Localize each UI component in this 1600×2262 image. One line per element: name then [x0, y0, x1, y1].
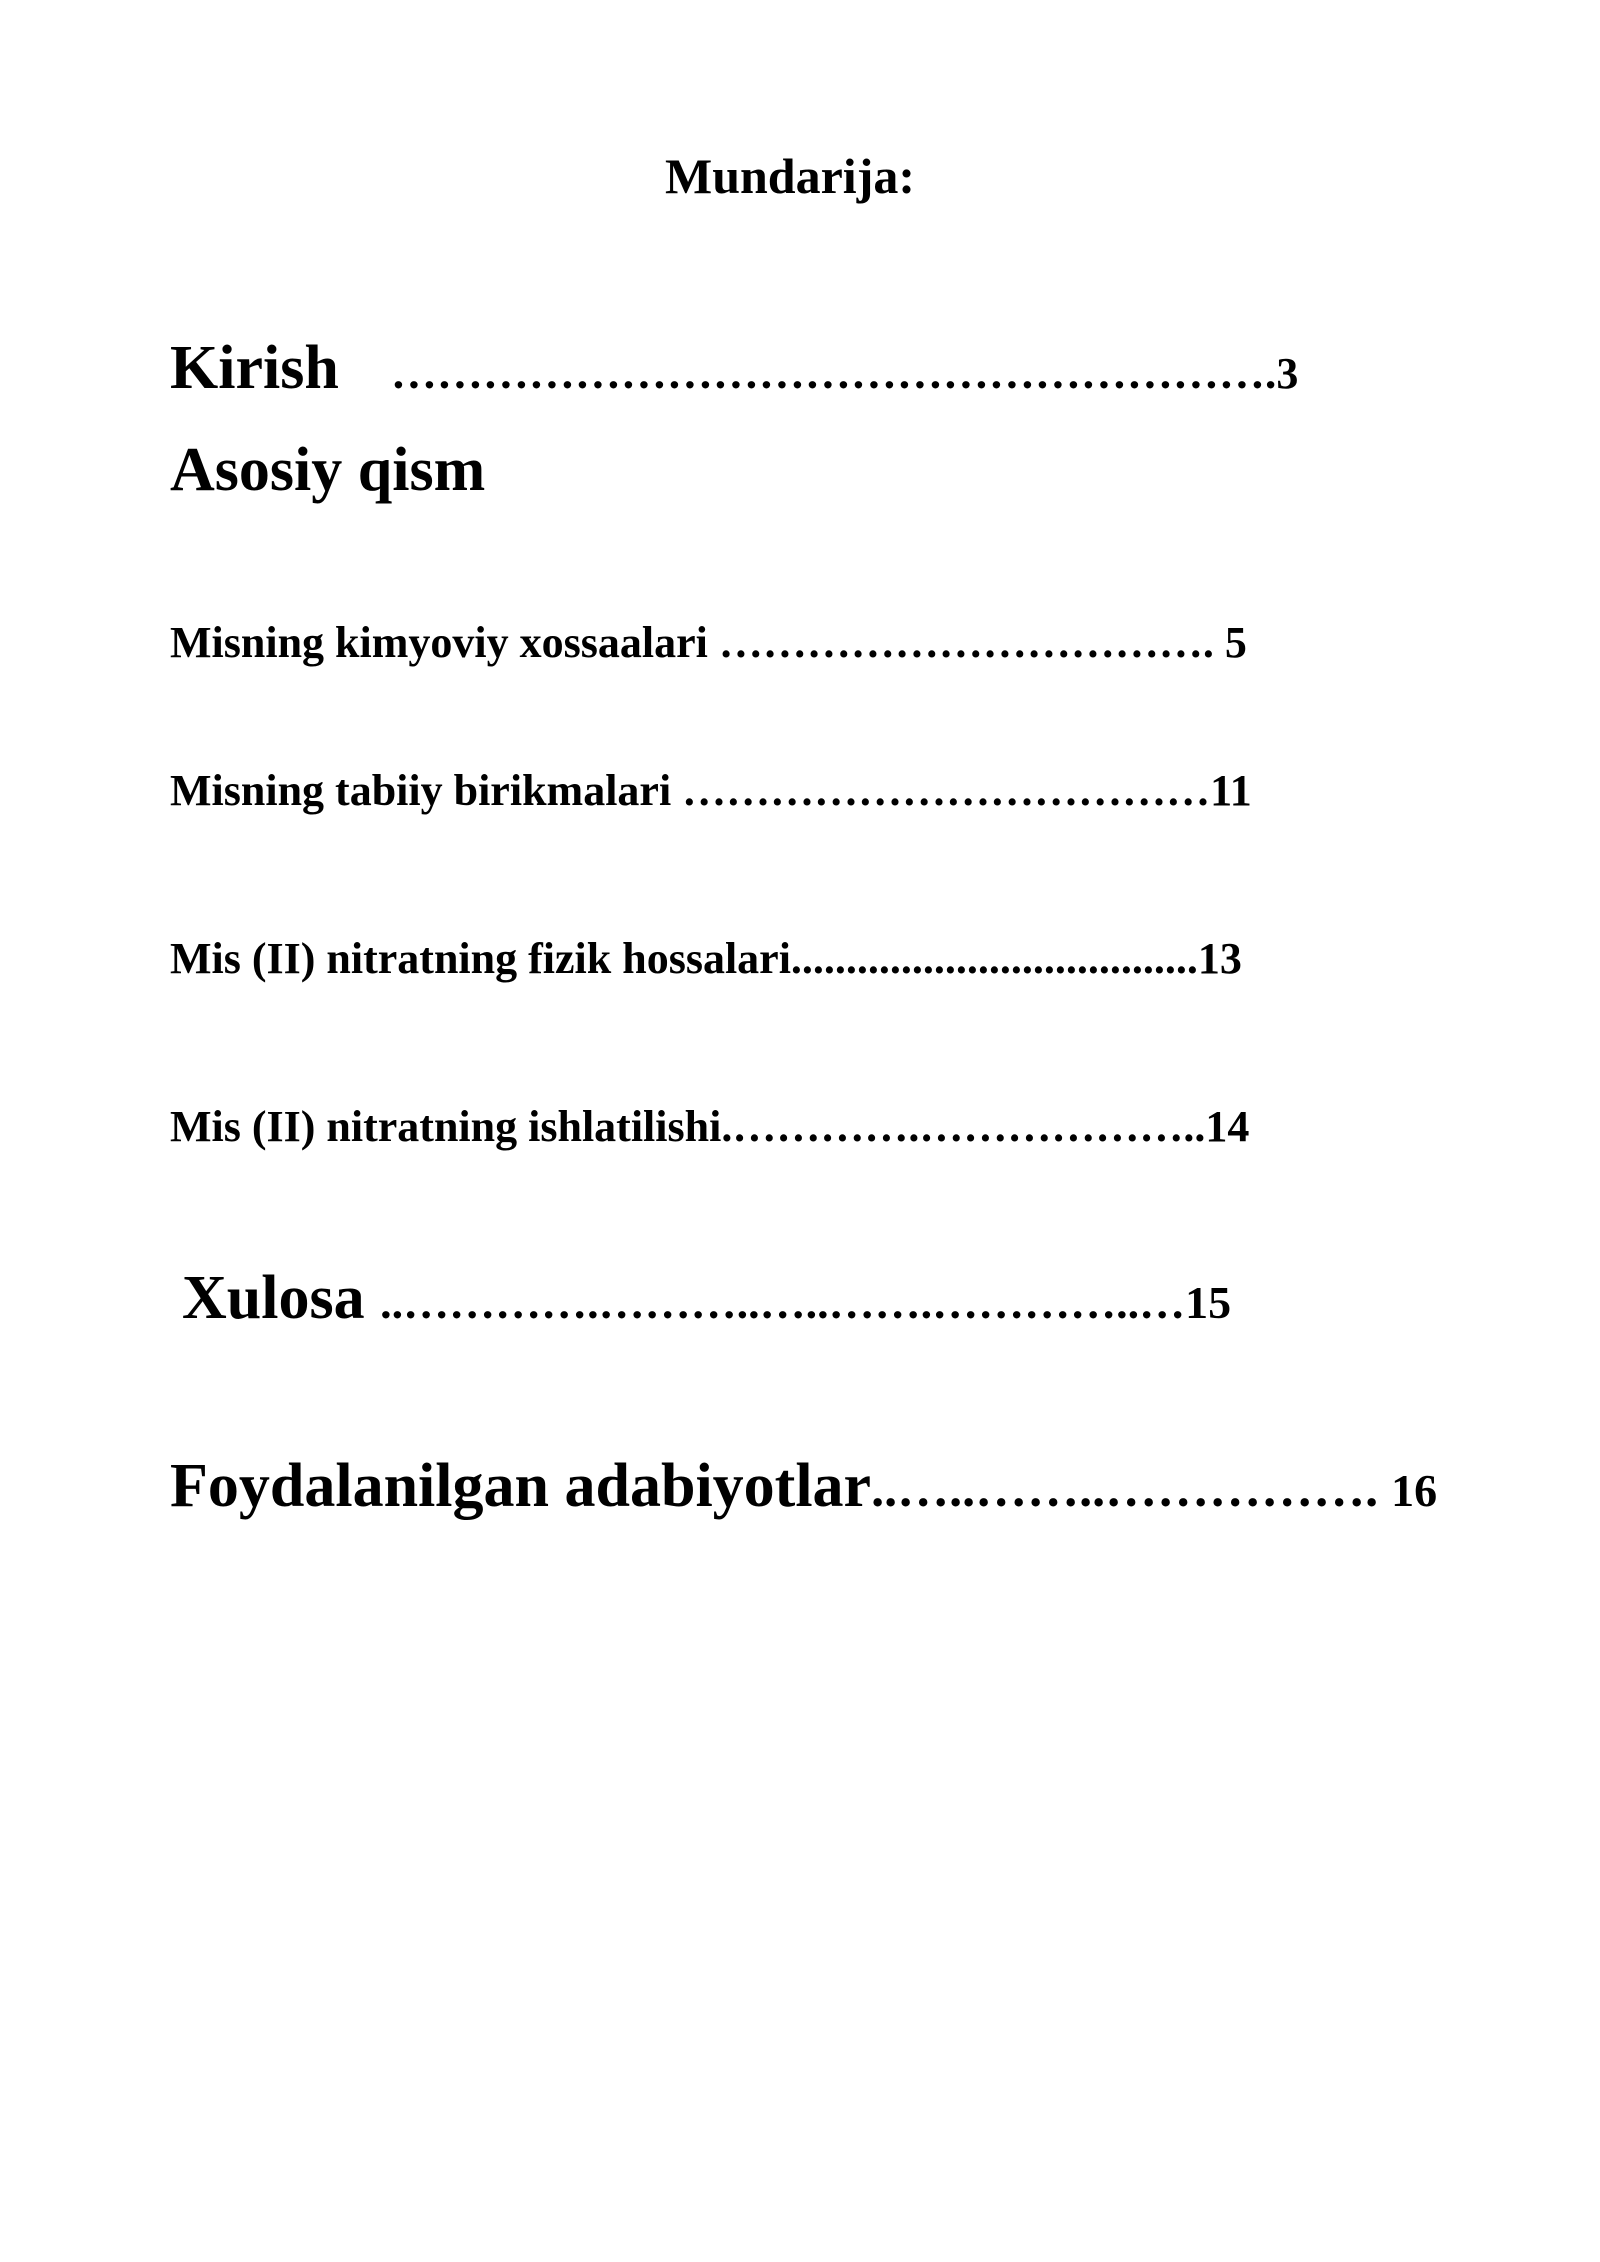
toc-label: Foydalanilgan adabiyotlar	[170, 1452, 872, 1520]
toc-page-number: 15	[1185, 1277, 1232, 1328]
toc-leader: .....................................	[790, 934, 1198, 983]
toc-page-number: 14	[1205, 1102, 1250, 1151]
toc-entry-kimyoviy-xossalari	[170, 616, 1247, 670]
toc-label: Xulosa	[182, 1264, 381, 1332]
toc-entry-xulosa	[182, 1262, 1231, 1339]
toc-page-number: 11	[1210, 766, 1252, 815]
toc-label: Kirish	[170, 334, 339, 402]
toc-page-number: 3	[1276, 349, 1299, 398]
toc-entry-fizik-hossalari	[170, 932, 1242, 986]
toc-leader: ..…..……..…………….	[871, 1461, 1392, 1518]
toc-leader: …………………………….	[718, 618, 1225, 667]
toc-leader: ………………………………………………….	[390, 347, 1277, 398]
toc-leader: .………….………………..	[721, 1102, 1206, 1151]
toc-label: Mis (II) nitratning ishlatilishi	[170, 1102, 722, 1151]
toc-leader: ..………….………..…..…….…………..…	[380, 1277, 1186, 1328]
toc-page-number: 13	[1197, 934, 1242, 983]
toc-leader: ………………………………	[682, 766, 1211, 815]
toc-label: Misning kimyoviy xossaalari	[170, 618, 719, 667]
page-title: Mundarija:	[665, 148, 915, 204]
toc-label: Misning tabiiy birikmalari	[170, 766, 683, 815]
toc-page-number: 16	[1391, 1465, 1438, 1516]
toc-entry-kirish	[170, 332, 1298, 410]
toc-label: Asosiy qism	[170, 436, 486, 504]
toc-entry-foydalanilgan-adabiyotlar	[170, 1450, 1437, 1527]
toc-entry-ishlatilishi	[170, 1100, 1249, 1154]
toc-entry-tabiiy-birikmalari	[170, 764, 1252, 818]
toc-label: Mis (II) nitratning fizik hossalari	[170, 934, 791, 983]
toc-entry-asosiy-qism	[170, 434, 485, 506]
toc-page-number: 5	[1224, 618, 1247, 667]
